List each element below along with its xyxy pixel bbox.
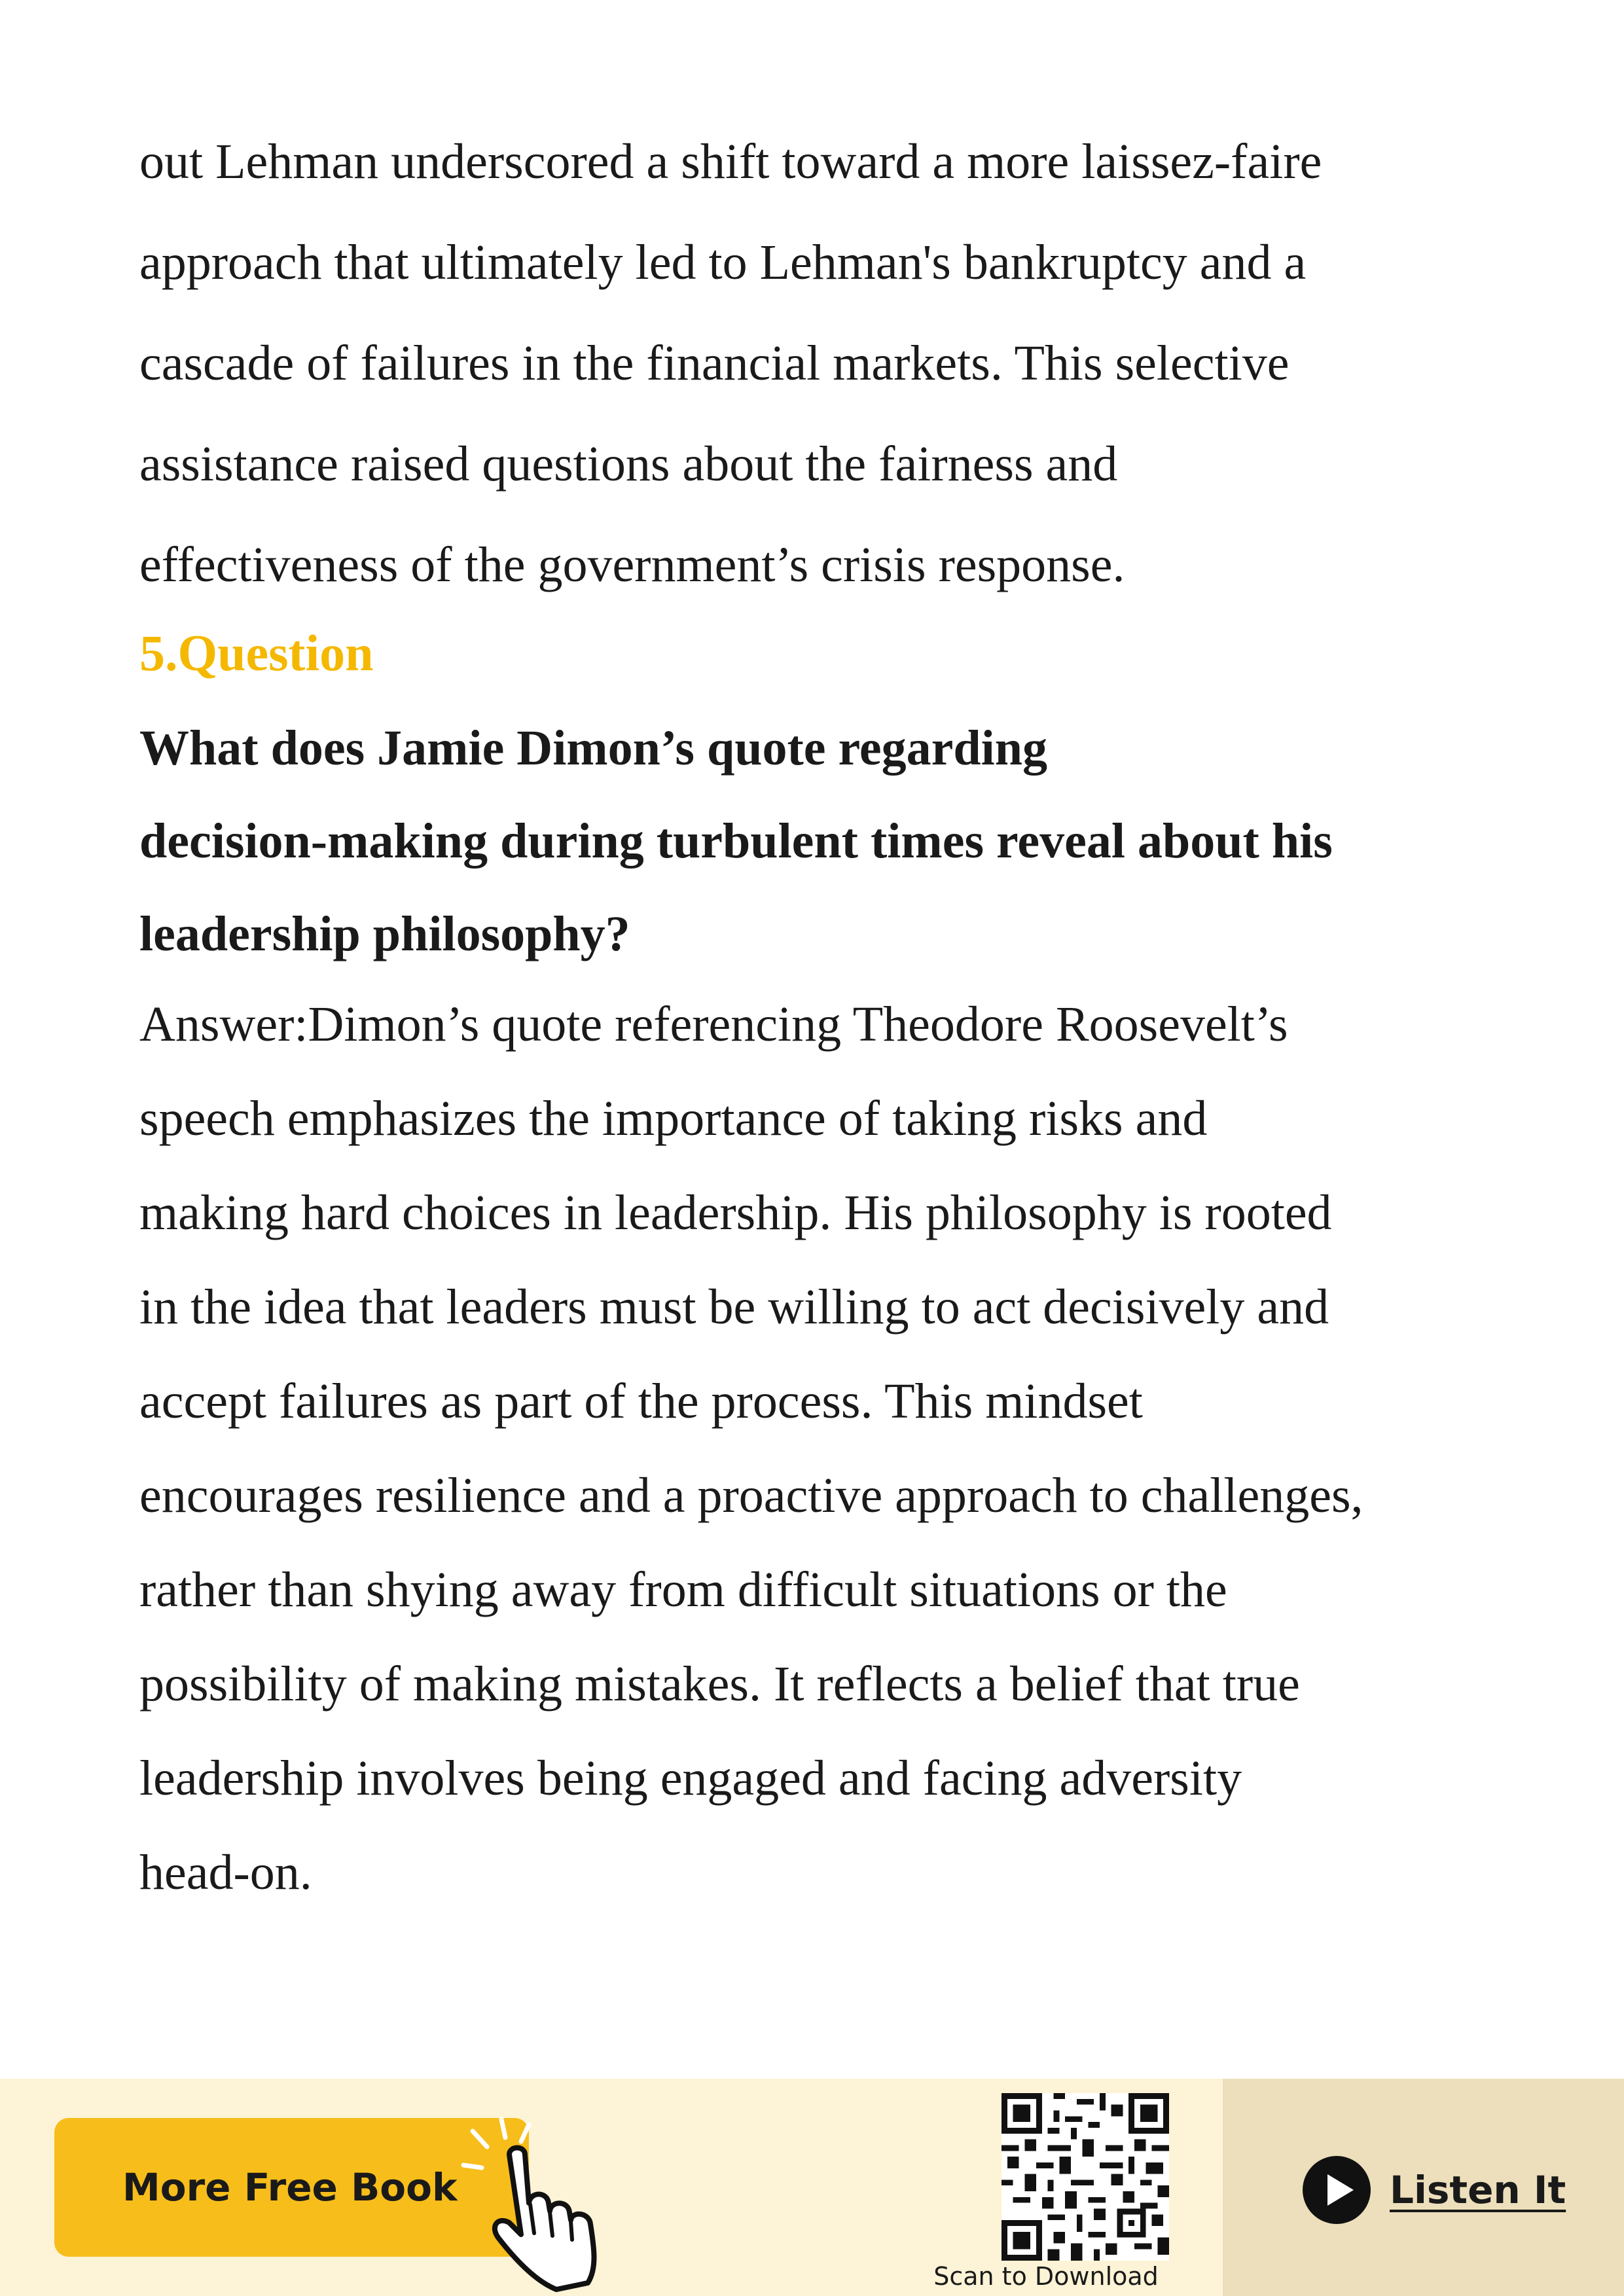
play-icon: [1301, 2155, 1372, 2225]
answer-line: leadership involves being engaged and facing adversity: [139, 1751, 1242, 1806]
answer-line: in the idea that leaders must be willing to act decisively and: [139, 1280, 1329, 1335]
qr-code-icon: [1001, 2093, 1169, 2261]
question-heading: 5.Question: [139, 624, 374, 681]
intro-line: effectiveness of the government’s crisis response.: [139, 537, 1125, 592]
answer-line: Answer:Dimon’s quote referencing Theodore Roosevelt’s: [139, 997, 1288, 1052]
scan-to-download-label: Scan to Download: [933, 2262, 1159, 2291]
listen-it-button[interactable]: [1301, 2155, 1576, 2227]
page-content: [139, 111, 1514, 1923]
answer-line: speech emphasizes the importance of taking risks and: [139, 1091, 1208, 1146]
answer-paragraph: [139, 974, 1514, 1923]
hand-pointer-icon: [458, 2105, 628, 2295]
footer-banner: [0, 2079, 1624, 2296]
question-line: decision-making during turbulent times reveal about his: [139, 814, 1333, 869]
question-line: What does Jamie Dimon’s quote regarding: [139, 721, 1047, 776]
intro-paragraph: [139, 111, 1514, 615]
answer-line: making hard choices in leadership. His philosophy is rooted: [139, 1185, 1332, 1240]
answer-line: possibility of making mistakes. It reflects a belief that true: [139, 1657, 1300, 1712]
intro-line: assistance raised questions about the fairness and: [139, 437, 1118, 492]
question-text: [139, 702, 1514, 980]
answer-line: accept failures as part of the process. This mindset: [139, 1374, 1143, 1429]
answer-line: rather than shying away from difficult situations or the: [139, 1562, 1227, 1617]
more-free-book-label: More Free Book: [122, 2165, 458, 2210]
intro-line: cascade of failures in the financial markets. This selective: [139, 336, 1290, 391]
listen-it-label: Listen It: [1390, 2168, 1566, 2212]
intro-line: approach that ultimately led to Lehman's bankruptcy and a: [139, 235, 1307, 290]
answer-line: encourages resilience and a proactive approach to challenges,: [139, 1468, 1363, 1523]
question-line: leadership philosophy?: [139, 906, 630, 961]
intro-line: out Lehman underscored a shift toward a more laissez-faire: [139, 134, 1322, 189]
answer-line: head-on.: [139, 1845, 312, 1900]
